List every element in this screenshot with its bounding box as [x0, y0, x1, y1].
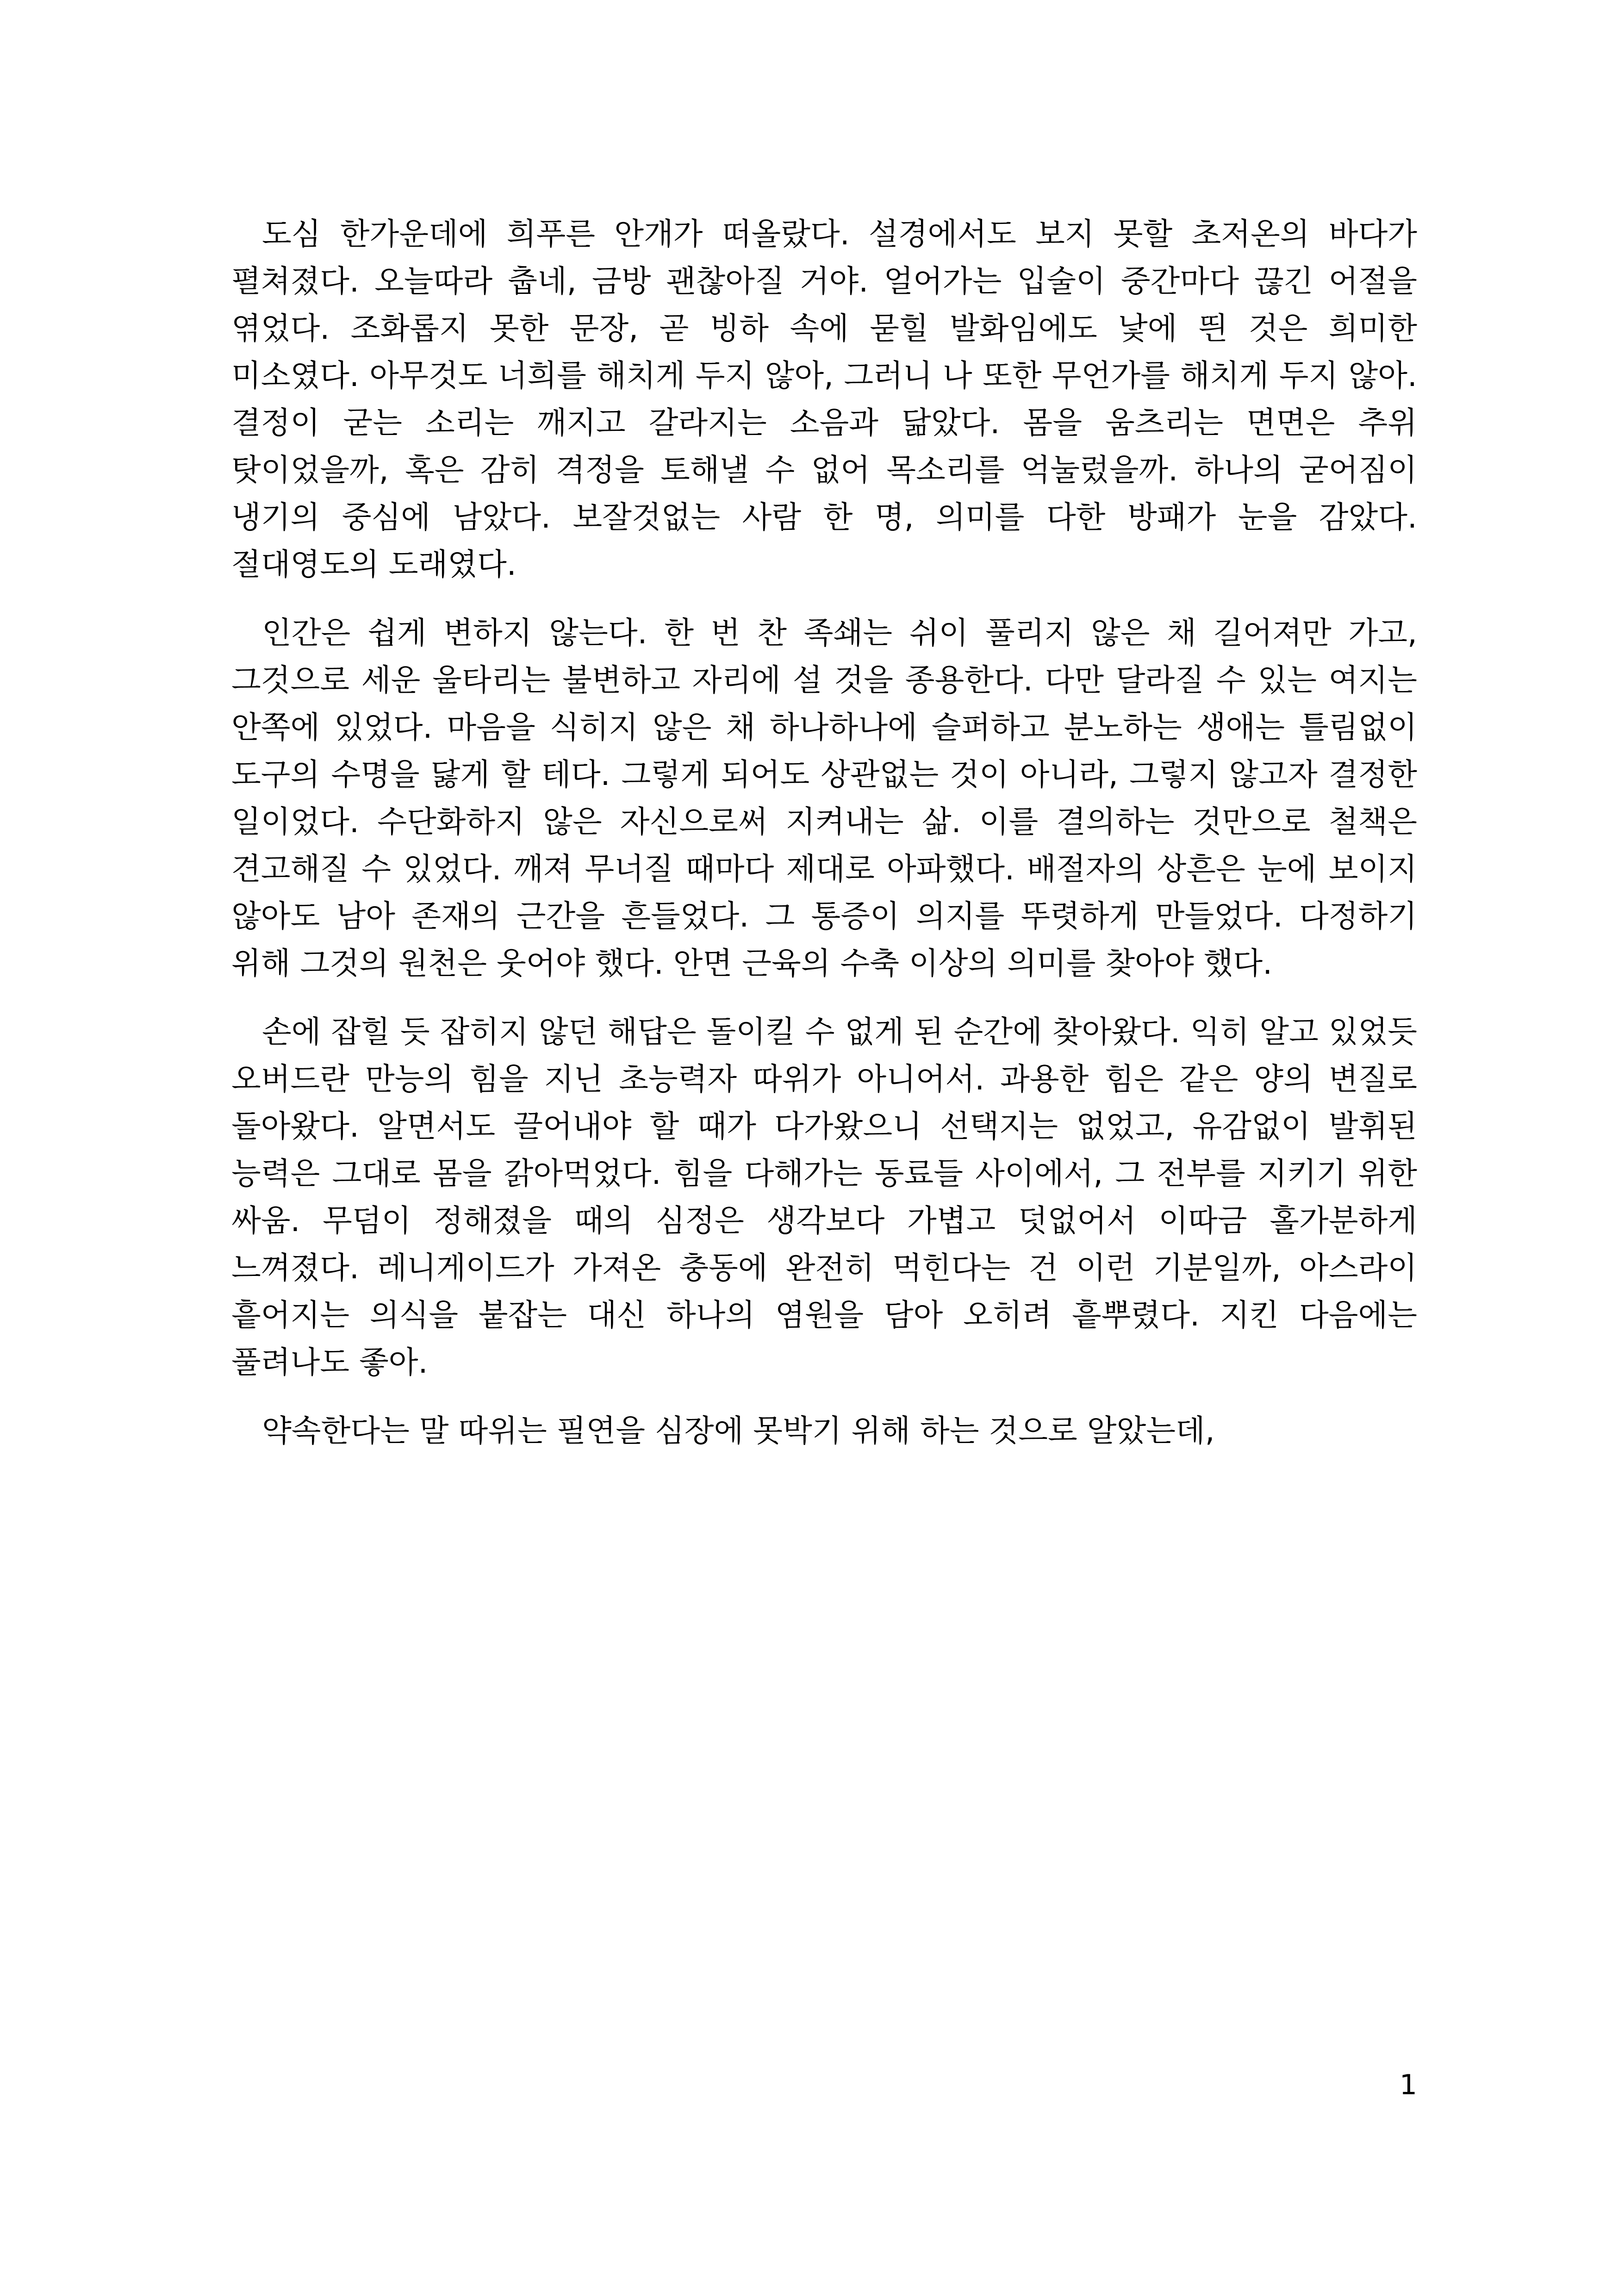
paragraph-4: 약속한다는 말 따위는 필연을 심장에 못박기 위해 하는 것으로 알았는데,	[262, 1413, 1215, 1449]
document-text-body	[231, 211, 1417, 1455]
paragraph-1: 도심 한가운데에 희푸른 안개가 떠올랐다. 설경에서도 보지 못할 초저온의 바다가 펼쳐졌다. 오늘따라 춥네, 금방 괜찮아질 거야. 얼어가는 입술이 중간마다 끊긴 어절을 엮었다. 조화롭지 못한 문장, 곧 빙하 속에 묻힐 발화임에도 낯에 띈 것은 희미한 미소였다. 아무것도 너희를 해치게 두지 않아, 그러니 나 또한 무언가를 해치게 두지 않아. 결정이 굳는 소리는 깨지고 갈라지는 소음과 닮았다. 몸을 움츠리는 면면은 추위 탓이었을까, 혹은 감히 격정을 토해낼 수 없어 목소리를 억눌렀을까. 하나의 굳어짐이 냉기의 중심에 남았다. 보잘것없는 사람 한 명, 의미를 다한 방패가 눈을 감았다. 절대영도의 도래였다.	[231, 216, 1417, 582]
page-number: 1	[1399, 2069, 1417, 2101]
paragraph-2: 인간은 쉽게 변하지 않는다. 한 번 찬 족쇄는 쉬이 풀리지 않은 채 길어져만 가고, 그것으로 세운 울타리는 불변하고 자리에 설 것을 종용한다. 다만 달라질 수 있는 여지는 안쪽에 있었다. 마음을 식히지 않은 채 하나하나에 슬퍼하고 분노하는 생애는 틀림없이 도구의 수명을 닳게 할 테다. 그렇게 되어도 상관없는 것이 아니라, 그렇지 않고자 결정한 일이었다. 수단화하지 않은 자신으로써 지켜내는 삶. 이를 결의하는 것만으로 철책은 견고해질 수 있었다. 깨져 무너질 때마다 제대로 아파했다. 배절자의 상흔은 눈에 보이지 않아도 남아 존재의 근간을 흔들었다. 그 통증이 의지를 뚜렷하게 만들었다. 다정하기 위해 그것의 원천은 웃어야 했다. 안면 근육의 수축 이상의 의미를 찾아야 했다.	[231, 615, 1417, 981]
paragraph-3: 손에 잡힐 듯 잡히지 않던 해답은 돌이킬 수 없게 된 순간에 찾아왔다. 익히 알고 있었듯 오버드란 만능의 힘을 지닌 초능력자 따위가 아니어서. 과용한 힘은 같은 양의 변질로 돌아왔다. 알면서도 끌어내야 할 때가 다가왔으니 선택지는 없었고, 유감없이 발휘된 능력은 그대로 몸을 갉아먹었다. 힘을 다해가는 동료들 사이에서, 그 전부를 지키기 위한 싸움. 무덤이 정해졌을 때의 심정은 생각보다 가볍고 덧없어서 이따금 홀가분하게 느껴졌다. 레니게이드가 가져온 충동에 완전히 먹힌다는 건 이런 기분일까, 아스라이 흩어지는 의식을 붙잡는 대신 하나의 염원을 담아 오히려 흩뿌렸다. 지킨 다음에는 풀려나도 좋아.	[231, 1014, 1417, 1380]
